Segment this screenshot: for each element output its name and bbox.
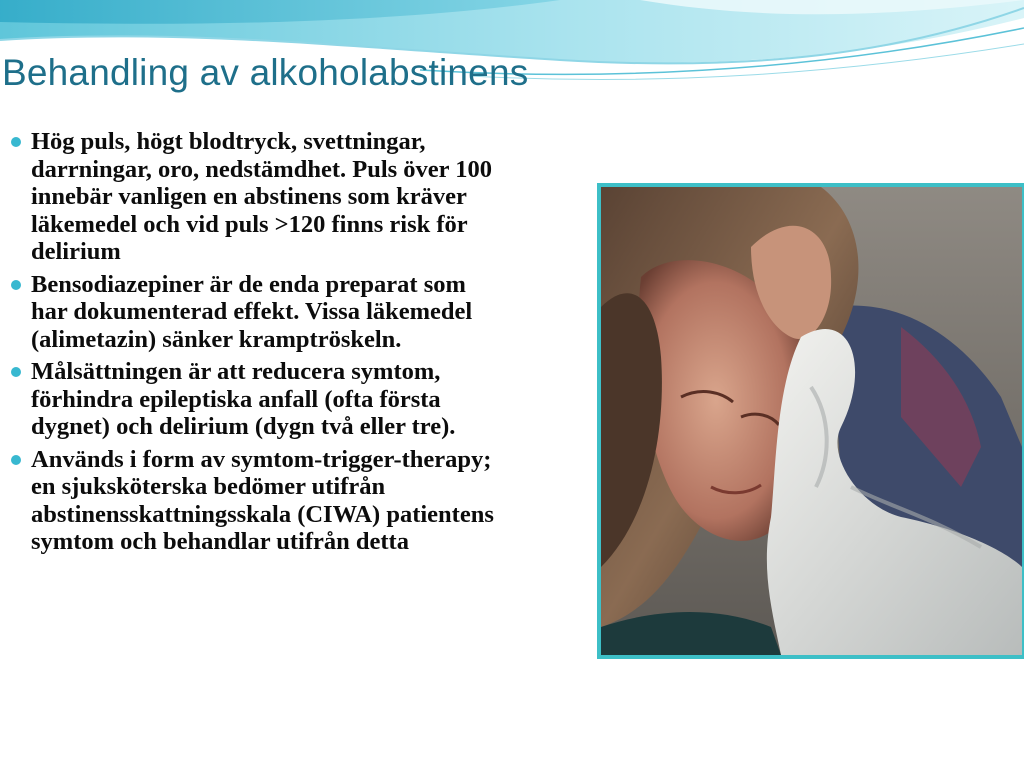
bullet-item bbox=[10, 128, 500, 266]
bullet-text: Bensodiazepiner är de enda preparat som har dokumenterad effekt. Vissa läkemedel (alimetazin) sänker kramptröskeln. bbox=[31, 270, 473, 353]
bullet-item bbox=[10, 271, 500, 354]
bullet-text: Målsättningen är att reducera symtom, förhindra epileptiska anfall (ofta första dygnet) och delirium (dygn två eller tre). bbox=[31, 358, 456, 440]
bullet-dot-icon bbox=[11, 280, 21, 290]
bullet-text: Hög puls, högt blodtryck, svettningar, darrningar, oro, nedstämdhet. Puls över 100 innebär vanligen en abstinens som kräver läkemedel och vid puls >120 finns risk för delirium bbox=[31, 128, 492, 265]
bullet-dot-icon bbox=[11, 137, 21, 147]
photo-frame bbox=[597, 183, 1024, 659]
bullet-dot-icon bbox=[11, 455, 21, 465]
bullet-list bbox=[10, 128, 500, 561]
distressed-woman-photo bbox=[601, 187, 1022, 655]
slide-title: Behandling av alkoholabstinens bbox=[2, 52, 529, 93]
bullet-text: Används i form av symtom-trigger-therapy; en sjuksköterska bedömer utifrån abstinensskattningsskala (CIWA) patientens symtom och behandlar utifrån detta bbox=[31, 445, 494, 555]
bullet-dot-icon bbox=[11, 367, 21, 377]
bullet-item bbox=[10, 358, 500, 441]
bullet-item bbox=[10, 446, 500, 556]
